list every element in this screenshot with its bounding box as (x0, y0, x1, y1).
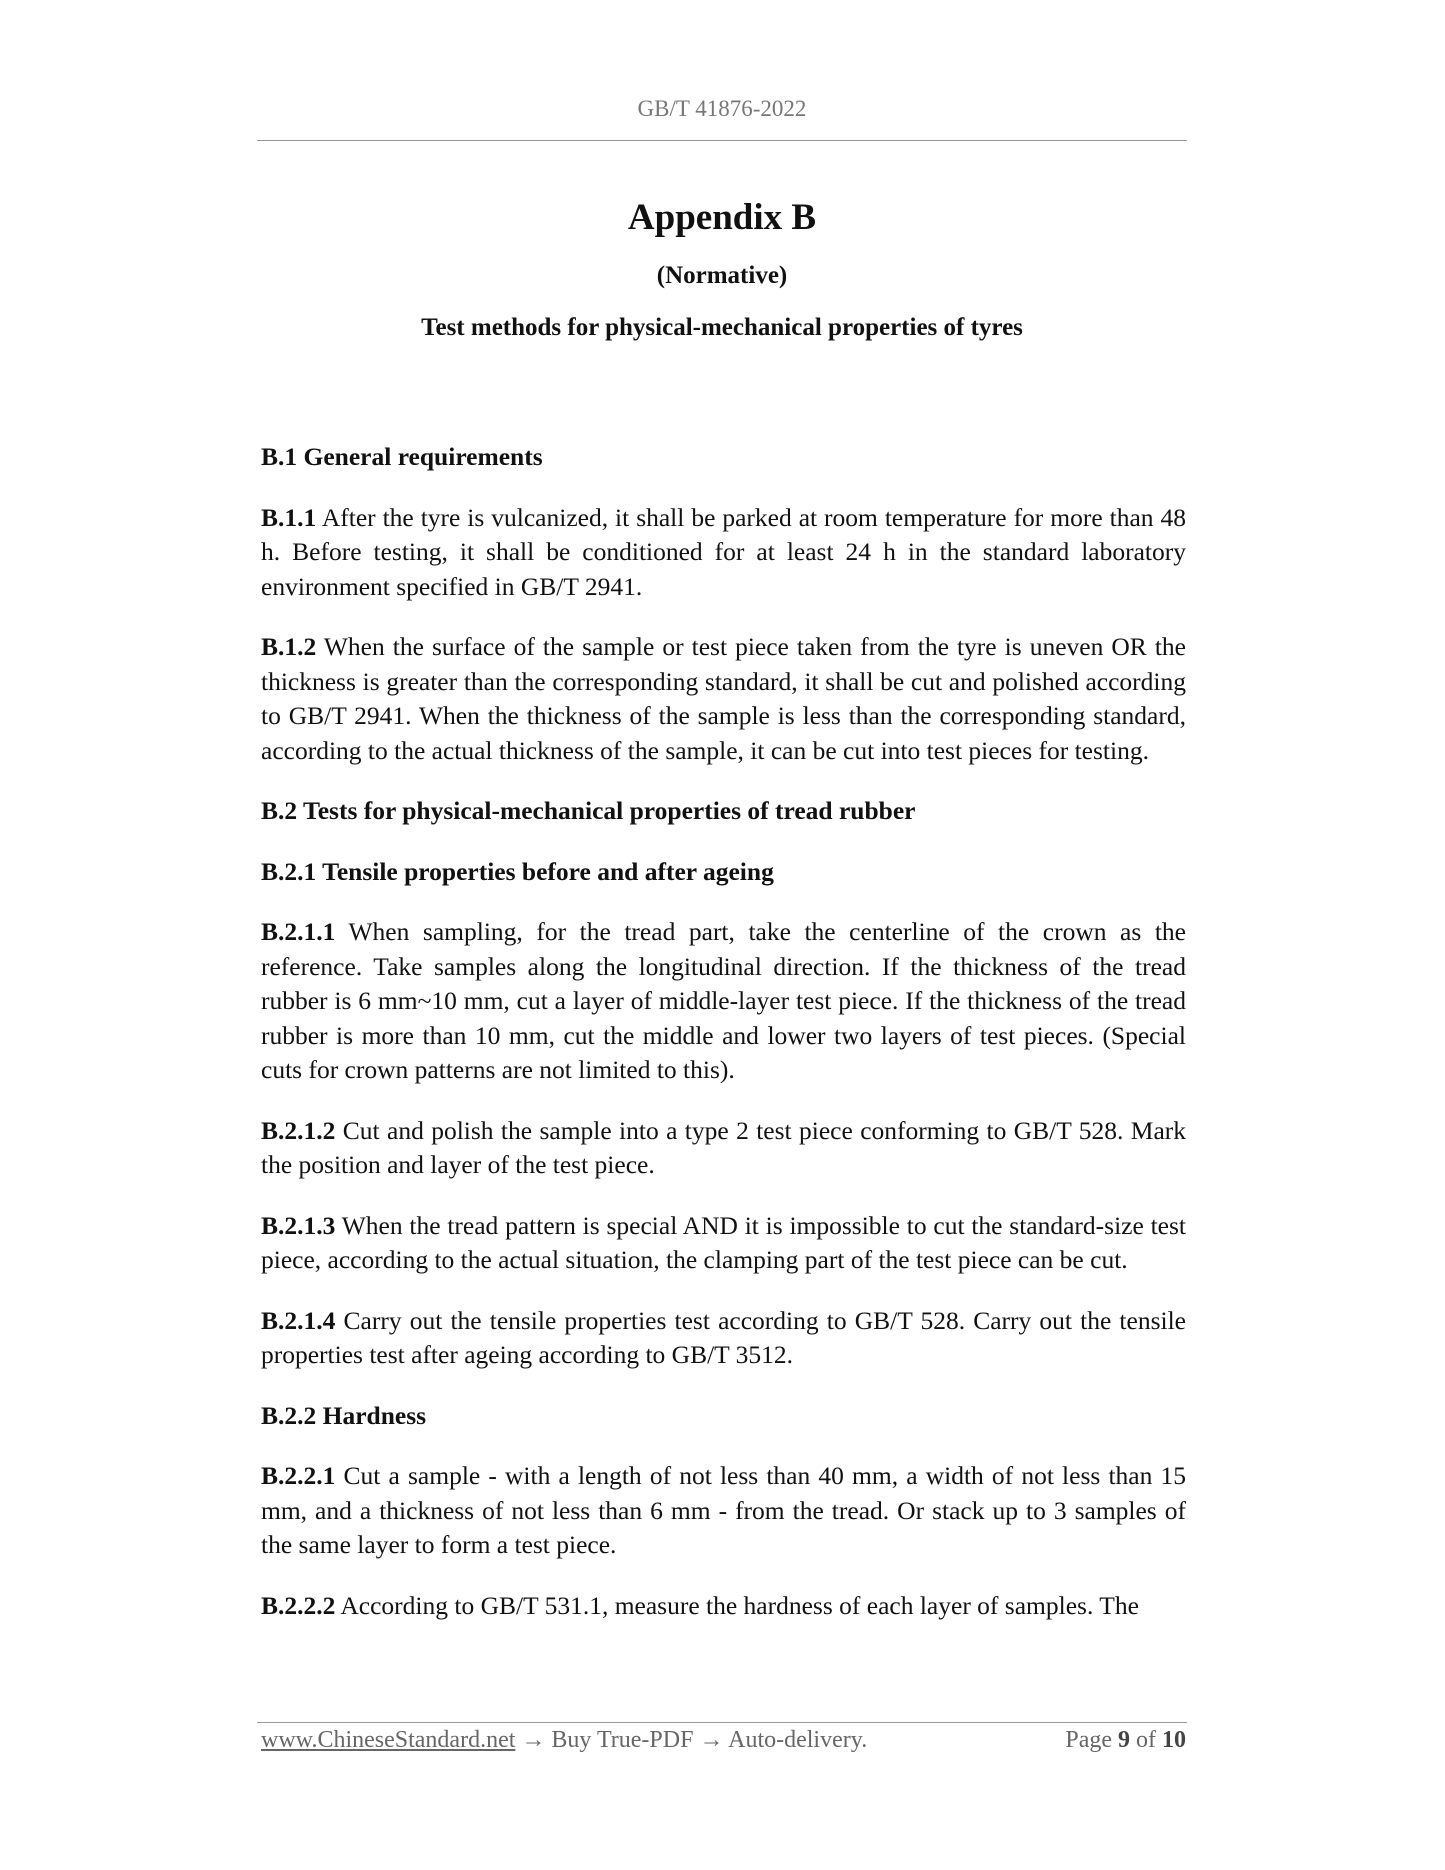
clause-text: Cut a sample - with a length of not less than 40 mm, a width of not less than 15 mm, and a thickness of not less than 6 mm - from the tread. Or stack up to 3 samples of the same layer to form a test piece. (261, 1461, 1186, 1559)
clause-number: B.2.2.1 (261, 1461, 336, 1490)
clause-text: According to GB/T 531.1, measure the hardness of each layer of samples. The (335, 1590, 1139, 1620)
clause-text: When sampling, for the tread part, take the centerline of the crown as the reference. Take samples along the longitudinal direction. If the thickness of the tread rubber is 6 mm~10 mm, cut a layer of middle-layer test piece. If the thickness of the tread rubber is more than 10 mm, cut the middle and lower two layers of test pieces. (Special cuts for crown patterns are not limited to this). (261, 917, 1186, 1084)
footer-divider (257, 1722, 1187, 1723)
clause-paragraph (261, 1304, 1186, 1373)
page-subtitle: (Normative) (656, 262, 788, 289)
clause-text: When the surface of the sample or test piece taken from the tyre is uneven OR the thickness is greater than the corresponding standard, it shall be cut and polished according to GB/T 2941. When the thickness of the sample is less than the corresponding standard, according to the actual thickness of the sample, it can be cut into test pieces for testing. (261, 632, 1186, 765)
document-body (261, 440, 1186, 1649)
clause-paragraph (261, 501, 1186, 605)
clause-text: When the tread pattern is special AND it is impossible to cut the standard-size test piece, according to the actual situation, the clamping part of the test piece can be cut. (261, 1210, 1186, 1274)
header-doc-code: GB/T 41876-2022 (637, 96, 807, 121)
section-heading: B.2.1 Tensile properties before and after ageing (261, 856, 774, 886)
footer-site-link[interactable]: www.ChineseStandard.net (261, 1727, 516, 1753)
page-title: Appendix B (627, 197, 817, 238)
clause-number: B.2.1.1 (261, 917, 336, 946)
section-heading: B.1 General requirements (261, 442, 543, 471)
header-divider (257, 140, 1187, 141)
clause-number: B.2.1.4 (261, 1305, 336, 1335)
clause-number: B.2.2.2 (261, 1590, 336, 1620)
clause-paragraph (261, 1114, 1186, 1183)
clause-text: Cut and polish the sample into a type 2 test piece conforming to GB/T 528. Mark the position and layer of the test piece. (261, 1115, 1186, 1179)
clause-text: After the tyre is vulcanized, it shall be parked at room temperature for more than 48 h. Before testing, it shall be conditioned for at least 24 h in the standard laboratory environment specified in GB/T 2941. (261, 502, 1186, 601)
clause-paragraph (261, 915, 1186, 1088)
appendix-subject: Test methods for physical-mechanical properties of tyres (421, 314, 1023, 341)
clause-number: B.2.1.3 (261, 1210, 336, 1240)
section-heading: B.2.2 Hardness (261, 1400, 427, 1430)
clause-paragraph (261, 1209, 1186, 1278)
clause-number: B.1.2 (261, 632, 317, 661)
section-heading: B.2 Tests for physical-mechanical properties of tread rubber (261, 796, 916, 825)
page-of: of (1136, 1727, 1156, 1753)
page-current: 9 (1118, 1727, 1130, 1753)
clause-text: Carry out the tensile properties test according to GB/T 528. Carry out the tensile properties test after ageing according to GB/T 3512. (261, 1305, 1186, 1369)
page-indicator (1065, 1727, 1186, 1754)
page-label: Page (1065, 1727, 1112, 1753)
footer-tagline: → Buy True-PDF → Auto-delivery. (515, 1727, 868, 1753)
page-total: 10 (1162, 1727, 1186, 1753)
page-footer (261, 1727, 1186, 1754)
clause-number: B.1.1 (261, 502, 317, 532)
clause-paragraph (261, 1459, 1186, 1563)
clause-paragraph (261, 1589, 1186, 1624)
clause-number: B.2.1.2 (261, 1115, 336, 1145)
clause-paragraph (261, 630, 1186, 768)
